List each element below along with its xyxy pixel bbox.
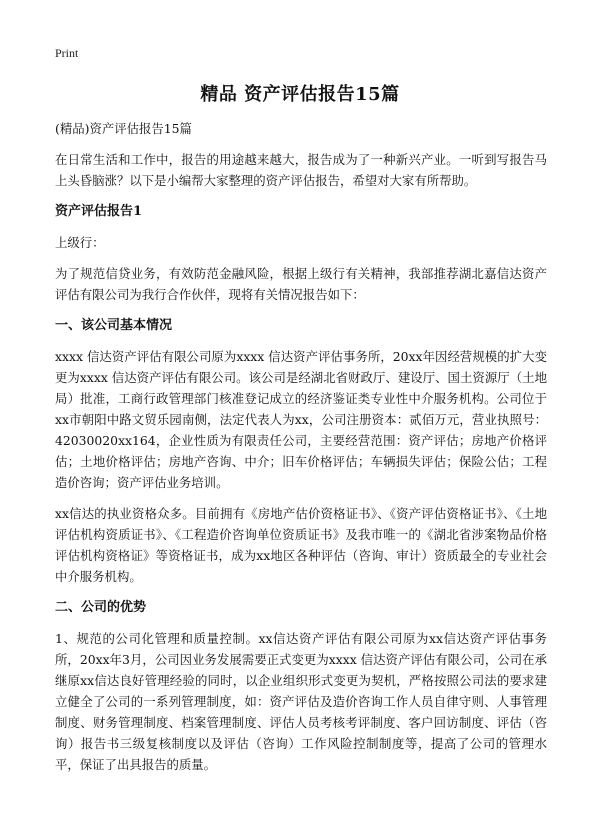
paragraph-basic-info-2: xx信达的执业资格众多。目前拥有《房地产估价资格证书》、《资产评估资格证书》、《土地评估机构资质证书》、《工程造价咨询单位资质证书》及我市唯一的《湖北省涉案物品价格评估机构资格证》等资格证书，成为xx地区各种评估（咨询、审计）资质最全的专业社会中介服务机构。 — [55, 506, 547, 584]
heading-advantages: 二、公司的优势 — [55, 600, 147, 615]
paragraph-basic-info-1: xxxx 信达资产评估有限公司原为xxxx 信达资产评估事务所，20xx年因经营规模的扩大变更为xxxx 信达资产评估有限公司。该公司是经湖北省财政厅、建设厅、国土资源厅（土地局）批准，工商行政管理部门核准登记成立的经济鉴证类专业性中介服务机构。公司位于xx市朝阳中路文贸乐园南侧，法定代表人为xx，公司注册资本：贰佰万元，营业执照号：42030020xx164，企业性质为有限责任公司，主要经营范围：资产评估；房地产价格评估；土地价格评估；房地产咨询、中介；旧车价格评估；车辆损失评估；保险公估；工程造价咨询；资产评估业务培训。 — [55, 349, 547, 490]
document-subtitle: (精品)资产评估报告15篇 — [55, 121, 192, 136]
paragraph-recommendation: 为了规范信贷业务，有效防范金融风险，根据上级行有关精神，我部推荐湖北嘉信达资产评估有限公司为我行合作伙伴，现将有关情况报告如下： — [55, 266, 547, 302]
print-label: Print — [55, 46, 79, 60]
intro-paragraph: 在日常生活和工作中，报告的用途越来越大，报告成为了一种新兴产业。一听到写报告马上头昏脑涨？以下是小编帮大家整理的资产评估报告，希望对大家有所帮助。 — [55, 152, 547, 188]
heading-basic-info: 一、该公司基本情况 — [55, 318, 173, 333]
paragraph-advantages-1: 1、规范的公司化管理和质量控制。xx信达资产评估有限公司原为xx信达资产评估事务所，20xx年3月，公司因业务发展需要正式变更为xxxx 信达资产评估有限公司，公司在承继原xx信达良好管理经验的同时，以企业组织形式变更为契机，严格按照公司法的要求建立健全了公司的一系列管理制度，如：资产评估及造价咨询工作人员自律守则、人事管理制度、财务管理制度、档案管理制度、评估人员考核考评制度、客户回访制度、评估（咨询）报告书三级复核制度以及评估（咨询）工作风险控制制度等，提高了公司的管理水平，保证了出具报告的质量。 — [55, 631, 547, 772]
section-heading-report-1: 资产评估报告1 — [55, 204, 143, 219]
document-title: 精品 资产评估报告15篇 — [200, 84, 400, 105]
document-body — [55, 118, 547, 785]
salutation: 上级行： — [55, 235, 105, 250]
